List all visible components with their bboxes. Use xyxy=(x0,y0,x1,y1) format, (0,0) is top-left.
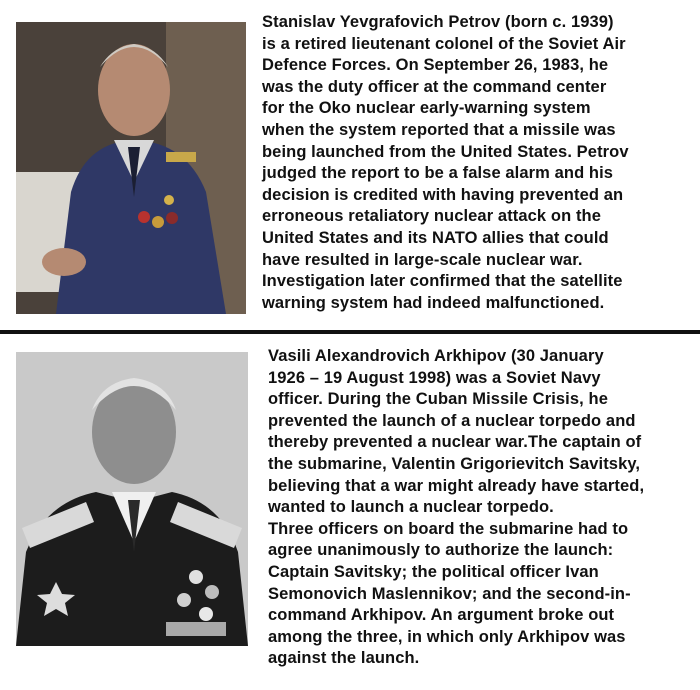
bio-line: Three officers on board the submarine had to xyxy=(268,519,629,538)
bio-line: for the Oko nuclear early-warning system xyxy=(262,99,591,118)
petrov-bio xyxy=(262,12,629,314)
bio-line: command Arkhipov. An argument broke out xyxy=(268,606,615,625)
section-divider xyxy=(0,330,700,334)
bio-line: officer. During the Cuban Missile Crisis, he xyxy=(268,390,608,409)
bio-line: when the system reported that a missile was xyxy=(262,120,616,139)
bio-line: erroneous retaliatory nuclear attack on the xyxy=(262,207,601,226)
bio-line: believing that a war might already have started, xyxy=(268,476,645,495)
bio-line: warning system had indeed malfunctioned. xyxy=(262,293,605,312)
bio-line: thereby prevented a nuclear war.The captain of xyxy=(268,433,642,452)
bio-line: Defence Forces. On September 26, 1983, he xyxy=(262,56,609,75)
bio-line: decision is credited with having prevented an xyxy=(262,185,624,204)
bio-line: is a retired lieutenant colonel of the Soviet Air xyxy=(262,34,626,53)
bio-line: United States and its NATO allies that could xyxy=(262,228,609,247)
bio-line: 1926 – 19 August 1998) was a Soviet Navy xyxy=(268,368,601,387)
bio-line: Captain Savitsky; the political officer Ivan xyxy=(268,562,599,581)
bio-line: judged the report to be a false alarm and his xyxy=(262,164,614,183)
bio-line: Investigation later confirmed that the satellite xyxy=(262,272,623,291)
petrov-photo xyxy=(16,22,246,314)
bio-line: was the duty officer at the command center xyxy=(262,77,607,96)
bio-line: the submarine, Valentin Grigorievitch Savitsky, xyxy=(268,454,641,473)
arkhipov-bio xyxy=(268,346,644,670)
bio-line: Vasili Alexandrovich Arkhipov (30 January xyxy=(268,347,604,365)
bio-line: being launched from the United States. Petrov xyxy=(262,142,629,161)
arkhipov-photo xyxy=(16,352,248,646)
bio-line: agree unanimously to authorize the launch: xyxy=(268,541,614,560)
bio-line: wanted to launch a nuclear torpedo. xyxy=(268,498,554,517)
bio-line: against the launch. xyxy=(268,649,420,668)
bio-line: Stanislav Yevgrafovich Petrov (born c. 1939) xyxy=(262,13,614,31)
bio-line: among the three, in which only Arkhipov was xyxy=(268,627,626,646)
bio-line: prevented the launch of a nuclear torpedo and xyxy=(268,411,636,430)
bio-line: have resulted in large-scale nuclear war. xyxy=(262,250,583,269)
bio-line: Semonovich Maslennikov; and the second-in- xyxy=(268,584,631,603)
